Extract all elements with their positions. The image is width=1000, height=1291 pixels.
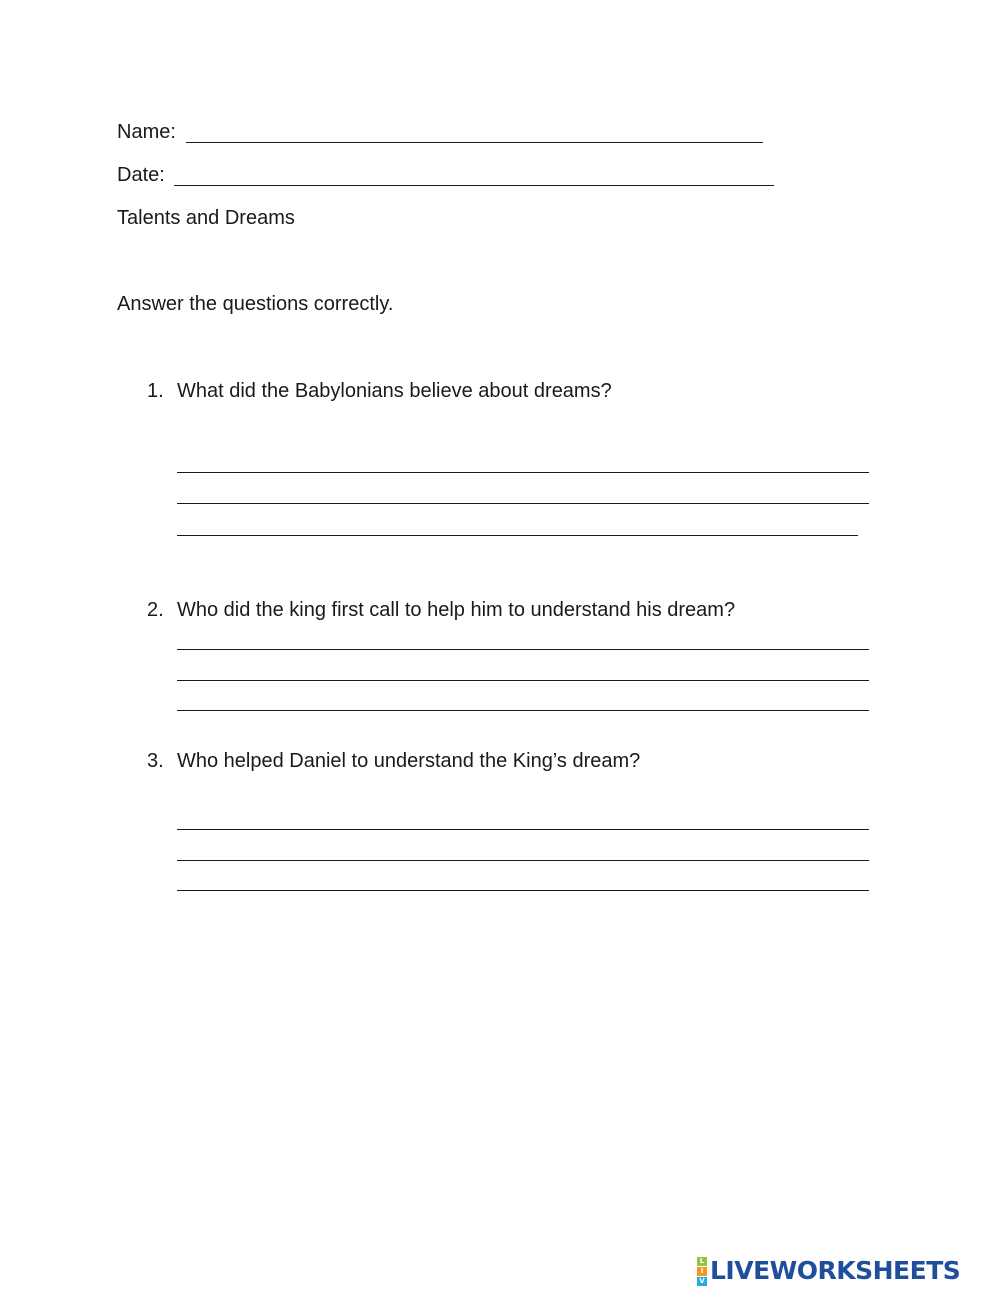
date-label: Date: [117, 164, 165, 186]
liveworksheets-logo [697, 1256, 960, 1286]
answer-3-line-1[interactable] [177, 829, 869, 830]
question-1-text: What did the Babylonians believe about dreams? [177, 380, 612, 402]
answer-1-line-1[interactable] [177, 472, 869, 473]
answer-1-line-3[interactable] [177, 535, 858, 536]
question-3-number: 3. [147, 750, 164, 772]
answer-1-line-2[interactable] [177, 503, 869, 504]
answer-2-line-3[interactable] [177, 710, 869, 711]
answer-2-line-2[interactable] [177, 680, 869, 681]
logo-block-v: V [697, 1277, 707, 1286]
question-2-text: Who did the king first call to help him to understand his dream? [177, 599, 736, 621]
question-1-number: 1. [147, 380, 164, 402]
logo-block-l: L [697, 1257, 707, 1266]
worksheet-title: Talents and Dreams [117, 207, 295, 229]
logo-blocks-icon [697, 1257, 707, 1286]
question-3-text: Who helped Daniel to understand the King’s dream? [177, 750, 641, 772]
logo-block-i: I [697, 1267, 707, 1276]
date-input-line[interactable] [174, 185, 774, 186]
question-2-number: 2. [147, 599, 164, 621]
answer-3-line-2[interactable] [177, 860, 869, 861]
name-input-line[interactable] [186, 142, 763, 143]
name-label: Name: [117, 121, 176, 143]
answer-3-line-3[interactable] [177, 890, 869, 891]
answer-2-line-1[interactable] [177, 649, 869, 650]
instructions: Answer the questions correctly. [117, 293, 394, 315]
logo-wordmark: LIVEWORKSHEETS [710, 1256, 961, 1285]
